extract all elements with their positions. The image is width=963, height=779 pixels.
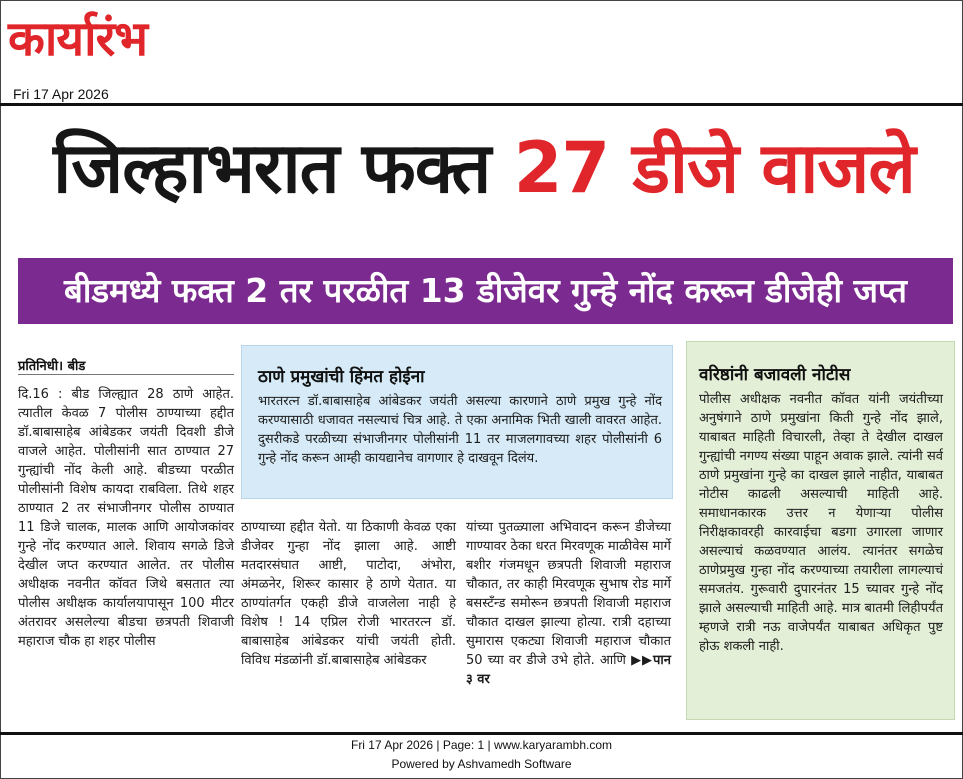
article-column-3 xyxy=(466,518,671,689)
byline: प्रतिनिधी। बीड xyxy=(18,359,86,374)
article-column-1: दि.16 : बीड जिल्ह्यात 28 ठाणे आहेत. त्यातील केवळ 7 पोलीस ठाण्याच्या हद्दीत डॉ.बाबासाहेब आंबेडकर जयंती दिवशी डीजे वाजले आहेत. पोलीसांनी सात ठाण्यात 27 गुन्ह्यांची नोंद केली आहे. बीडच्या परळीत पोलीसांनी विशेष कायदा राबविला. तिथे शहर ठाण्यात 2 तर संभाजीनगर पोलीस ठाण्यात 11 डिजे चालक, मालक आणि आयोजकांवर गुन्हे नोंद करण्यात आले. शिवाय सगळे डिजे देखील जप्त करण्यात आलेत. तर पोलीस अधीक्षक नवनीत कॉवत जिथे बसतात त्या पोलीस अधीक्षक कार्यालयापासून 100 मीटर अंतरावर असलेल्या बीडचा छत्रपती शिवाजी महाराज चौक हा शहर पोलीस xyxy=(18,387,234,649)
continued-on-page-link[interactable]: ▶▶पान ३ वर xyxy=(466,653,671,687)
edition-date: Fri 17 Apr 2026 xyxy=(13,86,109,102)
subheadline-bar xyxy=(18,258,953,324)
footer-divider xyxy=(0,732,963,735)
footer-page-info[interactable]: Fri 17 Apr 2026 | Page: 1 | www.karyarambh.com xyxy=(350,738,613,752)
subheadline-text: बीडमध्ये फक्त 2 तर परळीत 13 डीजेवर गुन्हे नोंद करून डीजेही जप्त xyxy=(64,271,907,310)
footer-powered-by: Powered by Ashvamedh Software xyxy=(391,757,572,771)
box-blue-title: ठाणे प्रमुखांची हिंमत होईना xyxy=(258,367,425,387)
box-blue-body: भारतरत्न डॉ.बाबासाहेब आंबेडकर जयंती असल्या कारणाने ठाणे प्रमुख गुन्हे नोंद करण्यासाठी धजावत नसल्याचं चित्र आहे. ते एका अनामिक भिती खाली वावरत आहेत. दुसरीकडे परळीच्या संभाजीनगर पोलीसांनी 11 तर माजलगावच्या शहर पोलीसांनी 6 गुन्हे नोंद करून आम्ही कायद्यानेच वागणार हे दाखवून दिलंय. xyxy=(258,394,662,466)
article-column-2: ठाण्याच्या हद्दीत येतो. या ठिकाणी केवळ एका डीजेवर गुन्हा नोंद झाला आहे. आष्टी मतदारसंघात आष्टी, पाटोदा, अंभोरा, अंमळनेर, शिरूर कासार हे ठाणे येतात. या ठाण्यांतर्गत एकही डीजे वाजलेला नाही हे विशेष ! 14 एप्रिल रोजी भारतरत्न डॉ. बाबासाहेब आंबेडकर यांची जयंती होती. विविध मंडळांनी डॉ.बाबासाहेब आंबेडकर xyxy=(241,520,456,668)
article-column-3-text: यांच्या पुतळ्याला अभिवादन करून डीजेच्या गाण्यावर ठेका धरत मिरवणूक माळीवेस मार्गे बशीर गंजमधून छत्रपती शिवाजी महाराज चौकात, तर काही मिरवणूक सुभाष रोड मार्गे बसस्टँन्ड समोरून छत्रपती शिवाजी महाराज चौकात दाखल झाल्या होत्या. रात्री दहाच्या सुमारास एकट्या शिवाजी महाराज चौकात 50 च्या वर डीजे उभे होते. आणि xyxy=(466,520,671,668)
sidebar-box-blue xyxy=(241,345,673,499)
box-green-title: वरिष्ठांनी बजावली नोटीस xyxy=(699,365,851,385)
headline-part-red: 27 डीजे वाजले xyxy=(513,127,915,209)
byline-divider xyxy=(18,374,234,375)
header-divider xyxy=(0,103,963,106)
masthead xyxy=(4,6,244,76)
main-headline xyxy=(14,120,954,216)
newspaper-logo[interactable]: कार्यारंभ xyxy=(8,11,147,67)
headline-part-black: जिल्हाभरात फक्त xyxy=(53,127,514,209)
sidebar-box-green xyxy=(686,341,955,720)
box-green-body: पोलीस अधीक्षक नवनीत कॉवत यांनी जयंतीच्या अनुषंगाने ठाणे प्रमुखांना किती गुन्हे नोंद झाले, याबाबत माहिती विचारली, तेव्हा ते देखील दाखल गुन्ह्यांची नगण्य संख्या पाहून अवाक झाले. त्यांनी सर्व ठाणे प्रमुखांना गुन्हे का दाखल झाले नाहीत, याबाबत नोटीस काढली असल्याची माहिती आहे. समाधानकारक उत्तर न येणाऱ्या पोलीस निरीक्षकावरही कारवाईचा बडगा उगारला जाणार असल्याचं कळवण्यात आलंय. त्यानंतर सगळेच ठाणेप्रमुख गुन्हा नोंद करण्याच्या तयारीला लागल्याचं समजतंय. गुरूवारी दुपारनंतर 15 च्यावर गुन्हे नोंद झाले असल्याची माहिती आहे. मात्र बातमी लिहीपर्यंत म्हणजे रात्री नऊ वाजेपर्यंत याबाबत अधिकृत पुष्ट होऊ शकली नाही. xyxy=(699,392,943,654)
